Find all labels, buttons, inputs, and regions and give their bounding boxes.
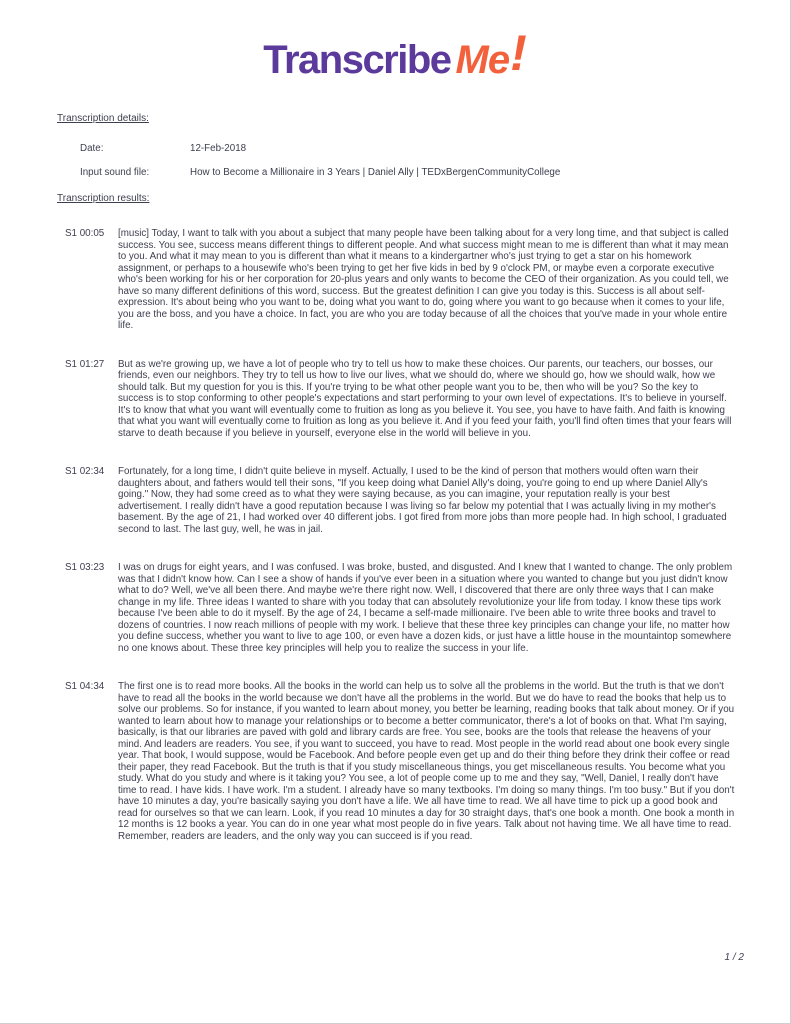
transcribeme-logo [0, 0, 790, 83]
transcription-results-heading: Transcription results: [57, 193, 150, 204]
transcript-paragraph [57, 359, 736, 440]
logo-transcribe-text: Transcribe [263, 38, 451, 82]
date-label: Date: [80, 143, 104, 154]
timestamp-label: S1 03:23 [65, 562, 105, 573]
transcript-paragraph [57, 681, 736, 842]
paragraph-text: [music] Today, I want to talk with you about a subject that many people have been talking about for a very long time, and that subject is called success. You see, success means different things to different people. And what success might mean to me is different than what it may mean to you. And what it may mean to you is different than what it means to a kindergartner who's just trying to get a star on his homework assignment, or perhaps to a housewife who's been trying to get her five kids in bed by 9 o'clock PM, or maybe even a corporate executive who's been working for his or her corporation for 20-plus years and only wants to become the CEO of their organization. As you could tell, we have so many different definitions of this word, success. But the greatest definition I can give you today is this. Success is all about self-expression. It's about being who you want to be, doing what you want to do, going where you want to go because when it comes to your life, you are the boss, and you have a choice. In fact, you are who you are today because of all the choices that you've made in your whole entire life. [118, 228, 729, 331]
details-table [80, 143, 736, 178]
timestamp-label: S1 00:05 [65, 228, 105, 239]
input-sound-file-value: How to Become a Millionaire in 3 Years | Daniel Ally | TEDxBergenCommunityCollege [190, 166, 561, 178]
detail-row-input-sound-file [80, 167, 736, 179]
page-number: 1 / 2 [724, 952, 744, 963]
input-sound-file-label: Input sound file: [80, 166, 150, 178]
date-value: 12-Feb-2018 [190, 143, 247, 154]
document-content [0, 113, 790, 842]
timestamp-label: S1 01:27 [65, 358, 105, 370]
paragraph-text: But as we're growing up, we have a lot of people who try to tell us how to make these choices. Our parents, our teachers, our bosses, our friends, even our neighbors. They try to tell us how to live our lives, what we should do, where we should go, how we should walk, how we should talk. But my question for you is this. If you're trying to be what other people want you to be, then who will be you? So the key to success is to stop conforming to other people's expectations and start performing to your own level of expectations. It's to believe in yourself. It's to know that what you want will eventually come to fruition as long as you believe it. You see, you have to have faith. And faith is knowing that what you want will eventually come to fruition as long as you believe it. And if you feed your faith, you'll find often times that your fears will starve to death because if you believe in yourself, everyone else in the world will believe in you. [118, 358, 732, 439]
transcript-body [57, 228, 736, 842]
logo-me-text: Me [455, 38, 510, 82]
detail-row-date [80, 143, 736, 155]
paragraph-text: I was on drugs for eight years, and I was confused. I was broke, busted, and disgusted. And I knew that I wanted to change. The only problem was that I didn't know how. Can I see a show of hands if you've ever been in a situation where you wanted to change but you just didn't know what to do? Well, we've all been there. And maybe we're there right now. Well, I discovered that there are only three ways that I can make change in my life. Three ideas I wanted to share with you today that can absolutely revolutionize your life from today. I know these tips work because I've been able to do it myself. By the age of 24, I became a self-made millionaire. I've been able to write three books and travel to dozens of countries. I now reach millions of people with my work. I believe that these three key principles can change your life, no matter how you define success, whether you want to live to age 100, or even have a dozen kids, or just have a little house in the mountaintop somewhere no one knows about. These three key principles will help you to realize the success in your life. [118, 562, 733, 654]
transcript-paragraph [57, 466, 736, 535]
logo-exclamation-mark: ! [510, 25, 527, 81]
paragraph-text: Fortunately, for a long time, I didn't quite believe in myself. Actually, I used to be the kind of person that mothers would often warn their daughters about, and fathers would tell their sons, "If you keep doing what Daniel Ally's doing, you're going to end up where Daniel Ally's going." Now, they had some creed as to what they were saying because, as you can imagine, your reputation really is your best advertisement. I really didn't have a good reputation because I was living so far below my potential that I was actually living in my mother's basement. By the age of 21, I had worked over 40 different jobs. I got fired from more jobs than more people had. In high school, I graduated second to last. The last guy, well, he was in jail. [118, 466, 727, 535]
timestamp-label: S1 04:34 [65, 681, 105, 692]
paragraph-text: The first one is to read more books. All the books in the world can help us to solve all the problems in the world. But the truth is that we don't have to read all the books in the world because we don't have all the problems in the world. But we do have to read the books that help us to solve our problems. So for instance, if you wanted to learn about money, you better be learning, reading books that talk about money. Or if you wanted to learn about how to manage your relationships or to become a better communicator, there's a lot of books on that. What I'm saying, basically, is that our libraries are paved with gold and library cards are free. You see, books are the tools that release the heavens of your mind. And leaders are readers. You see, if you want to succeed, you have to read. Most people in the world read about one book every single year. That book, I would suppose, would be Facebook. And before people even get up and do their thing before they drink their coffee or read their paper, they read Facebook. But the truth is that if you study miscellaneous things, you get miscellaneous results. You become what you study. What do you study and where is it taking you? You see, a lot of people come up to me and they say, "Well, Daniel, I really don't have time to read. I have kids. I have work. I'm a student. I already have so many textbooks. I'm doing so many things. I'm too busy." But if you don't have 10 minutes a day, you're basically saying you don't have a life. We all have time to read. We all have time to pick up a good book and read for ourselves so that we can learn. Look, if you read 10 minutes a day for 30 straight days, that's one book a month. One book a month in 12 months is 12 books a year. You can do in one year what most people do in five years. Talk about not having time. We all have time to read. Remember, readers are leaders, and the only way you can succeed is if you read. [118, 681, 735, 842]
transcript-paragraph [57, 562, 736, 654]
timestamp-label: S1 02:34 [65, 466, 105, 477]
transcription-details-heading: Transcription details: [57, 113, 149, 124]
transcript-paragraph [57, 228, 736, 332]
